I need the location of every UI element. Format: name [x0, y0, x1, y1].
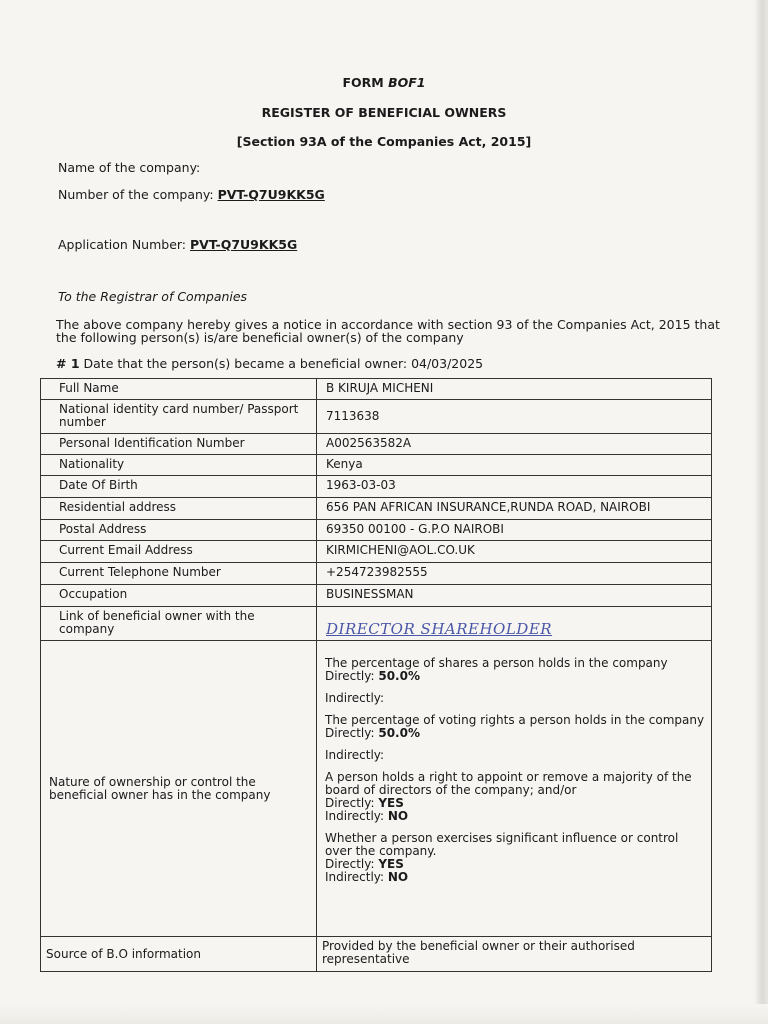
row-label: National identity card number/ Passport number — [41, 400, 317, 434]
directly-label: Directly: — [325, 669, 379, 683]
company-number-line — [58, 187, 325, 202]
application-number-line — [58, 237, 297, 252]
row-value: A002563582A — [317, 434, 712, 455]
row-label: Nationality — [41, 455, 317, 476]
row-label: Date Of Birth — [41, 476, 317, 498]
entry-date-line — [56, 356, 483, 371]
row-label: Current Telephone Number — [41, 563, 317, 585]
form-prefix: FORM — [342, 75, 389, 90]
table-row — [41, 498, 712, 520]
link-label: Link of beneficial owner with the company — [41, 607, 317, 641]
row-value: 7113638 — [317, 400, 712, 434]
voting-block — [325, 714, 706, 740]
row-label: Residential address — [41, 498, 317, 520]
company-name-label: Name of the company: — [58, 160, 201, 175]
directly-label: Directly: — [325, 857, 379, 871]
link-value-cell — [317, 607, 712, 641]
form-code-heading — [0, 75, 768, 90]
source-label: Source of B.O information — [41, 937, 317, 972]
row-label: Full Name — [41, 379, 317, 400]
table-row — [41, 520, 712, 541]
nature-label: Nature of ownership or control the beneficial owner has in the company — [41, 641, 317, 937]
appoint-heading: A person holds a right to appoint or remove a majority of the board of directors of the company; and/or — [325, 770, 692, 797]
influence-direct-value: YES — [378, 857, 404, 871]
row-value: 1963-03-03 — [317, 476, 712, 498]
table-row — [41, 585, 712, 607]
application-number-label: Application Number: — [58, 237, 190, 252]
directly-label: Directly: — [325, 796, 379, 810]
nature-value-cell — [317, 641, 712, 937]
voting-direct-line — [325, 727, 706, 740]
company-number-label: Number of the company: — [58, 187, 218, 202]
table-row — [41, 641, 712, 937]
shares-direct-line — [325, 670, 706, 683]
form-title: REGISTER OF BENEFICIAL OWNERS — [261, 105, 507, 120]
row-value: 69350 00100 - G.P.O NAIROBI — [317, 520, 712, 541]
entry-number: # 1 — [56, 356, 80, 371]
appoint-direct-value: YES — [378, 796, 404, 810]
influence-block — [325, 832, 706, 884]
source-value: Provided by the beneficial owner or their authorised representative — [317, 937, 712, 972]
application-number-value: PVT-Q7U9KK5G — [190, 237, 298, 252]
row-label: Personal Identification Number — [41, 434, 317, 455]
beneficial-owner-table — [40, 378, 712, 972]
table-row — [41, 937, 712, 972]
influence-heading: Whether a person exercises significant influence or control over the company. — [325, 831, 679, 858]
voting-direct-value: 50.0% — [378, 726, 420, 740]
appoint-indirect-value: NO — [387, 809, 409, 823]
table-row — [41, 476, 712, 498]
row-value: BUSINESSMAN — [317, 585, 712, 607]
notice-paragraph: The above company hereby gives a notice in accordance with section 93 of the Companies Act, 2015 that the following person(s) is/are beneficial owner(s) of the company — [56, 317, 720, 345]
shares-block — [325, 657, 706, 683]
voting-heading: The percentage of voting rights a person holds in the company — [325, 713, 705, 727]
shares-indirect: Indirectly: — [325, 691, 385, 705]
form-code: BOF1 — [388, 75, 426, 90]
page-bottom-edge — [0, 1004, 768, 1024]
row-value: 656 PAN AFRICAN INSURANCE,RUNDA ROAD, NAIROBI — [317, 498, 712, 520]
directly-label: Directly: — [325, 726, 379, 740]
shares-heading: The percentage of shares a person holds in the company — [325, 656, 668, 670]
addressee: To the Registrar of Companies — [58, 289, 248, 304]
table-row — [41, 563, 712, 585]
table-row — [41, 379, 712, 400]
influence-indirect-value: NO — [387, 870, 409, 884]
appoint-block — [325, 771, 706, 823]
row-label: Postal Address — [41, 520, 317, 541]
table-row — [41, 434, 712, 455]
handwritten-link-value: DIRECTOR SHAREHOLDER — [326, 620, 553, 638]
shares-direct-value: 50.0% — [378, 669, 420, 683]
page-edge-shadow — [754, 0, 768, 1024]
table-row — [41, 455, 712, 476]
row-label: Occupation — [41, 585, 317, 607]
table-row — [41, 400, 712, 434]
row-value: +254723982555 — [317, 563, 712, 585]
company-number-value: PVT-Q7U9KK5G — [217, 187, 325, 202]
influence-indirect-line — [325, 871, 706, 884]
voting-indirect: Indirectly: — [325, 748, 385, 762]
table-row — [41, 607, 712, 641]
row-value: B KIRUJA MICHENI — [317, 379, 712, 400]
row-label: Current Email Address — [41, 541, 317, 563]
row-value: Kenya — [317, 455, 712, 476]
form-section: [Section 93A of the Companies Act, 2015] — [236, 134, 532, 149]
indirectly-label: Indirectly: — [325, 809, 388, 823]
indirectly-label: Indirectly: — [325, 870, 388, 884]
appoint-indirect-line — [325, 810, 706, 823]
row-value: KIRMICHENI@AOL.CO.UK — [317, 541, 712, 563]
entry-date: Date that the person(s) became a beneficial owner: 04/03/2025 — [79, 356, 484, 371]
table-row — [41, 541, 712, 563]
